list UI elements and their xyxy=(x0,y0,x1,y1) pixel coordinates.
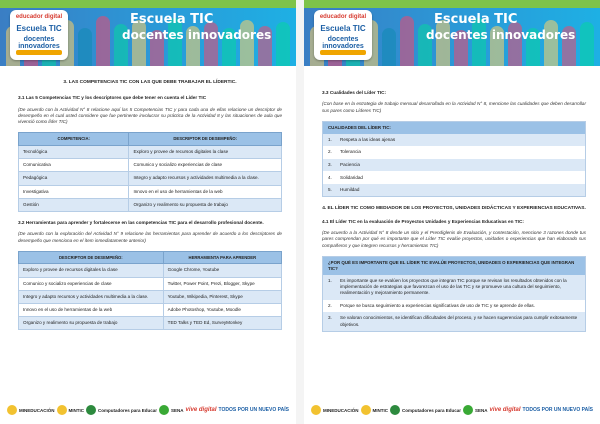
tools-table xyxy=(18,251,282,331)
list-item: 5. Humildad xyxy=(323,184,585,197)
section-3-3-intro: (Con base en la estrategia de trabajo mensual desarrollada en la Actividad N° 8, mencione las cualidades que deben desarrollar sus pares como Líderes TIC) xyxy=(322,101,586,113)
header-banner xyxy=(304,0,600,66)
mintic-logo: MINTIC xyxy=(361,405,389,415)
banner-subtitle: docentes innovadores xyxy=(426,28,576,42)
section-3-3-title: 3.3 Cualidades del Líder TIC: xyxy=(322,90,387,95)
table-cell: Comunico y socializo experiencias de clase xyxy=(129,159,282,172)
logo-subtitle: docentes innovadores xyxy=(18,36,60,50)
list-item: 2. Porque se busca seguimiento a experiencias significativas de uso de TIC y se aprende de ellas. xyxy=(328,302,536,308)
logo-bar xyxy=(320,50,366,55)
vive-digital-logo: vive digital xyxy=(489,407,521,413)
nuevo-pais-logo: TODOS POR UN NUEVO PAÍS xyxy=(522,407,593,413)
table-cell: Exploro y provee de recursos digitales la clase xyxy=(129,146,282,159)
cpe-logo: Computadores para Educar xyxy=(86,405,157,415)
table-cell: Investigativa xyxy=(19,185,129,198)
escuela-tic-logo xyxy=(314,10,372,60)
section-3-1-intro: (De acuerdo con la Actividad N° 8 relacione aquí las 5 Competencias TIC y para cada una de ellas relacione un descriptor de desempeño en el cual usted considere que fue pertinente involucrar su práctica de la Actividad 8 y las situaciones de aula que vivenció como líder TIC) xyxy=(18,106,282,125)
list-item: 4. Solidaridad xyxy=(328,174,363,180)
logo-tagline: educador digital xyxy=(15,14,63,20)
table-cell: Twitter, Power Point, Prezi, Blogger, Skype xyxy=(163,277,281,290)
table-cell: TED Talks y TED Ed, SurveyMonkey xyxy=(163,317,281,330)
table-row xyxy=(19,290,282,303)
section-3-2-title: 3.2 Herramientas para aprender y fortalecerse en las competencias TIC para el desarrollo profesional docente. xyxy=(18,219,264,225)
table-cell: Gestión xyxy=(19,198,129,211)
nuevo-pais-logo: TODOS POR UN NUEVO PAÍS xyxy=(218,407,289,413)
logo-bar xyxy=(16,50,62,55)
reasons-header: ¿POR QUÉ ES IMPORTANTE QUE EL LÍDER TIC EVALÚE PROYECTOS, UNIDADES O EXPERIENCIAS QUE INTEGRAN TIC? xyxy=(323,257,585,275)
cpe-logo: Computadores para Educar xyxy=(390,405,461,415)
sena-logo: SENA xyxy=(159,405,184,415)
logo-subtitle: docentes innovadores xyxy=(322,36,364,50)
logo-title: Escuela TIC xyxy=(320,24,366,33)
list-item: 3. Paciencia xyxy=(323,159,585,172)
section-3-heading: 3. LAS COMPETENCIAS TIC CON LAS QUE DEBE TRABAJAR EL LÍDERTIC. xyxy=(63,80,237,85)
table-cell: Integro y adapto recursos y actividades multimedia a la clase. xyxy=(19,290,164,303)
table-row xyxy=(19,264,282,277)
footer-logos xyxy=(304,396,600,424)
section-4-1-title: 4.1 El Líder TIC en la evaluación de Proyectos Unidades y Experiencias Educativas en TIC: xyxy=(322,218,524,224)
table-cell: Innovo en el uso de herramientas de la web xyxy=(19,303,164,316)
table-header: DESCRIPTOR DE DESEMPEÑO: xyxy=(129,133,282,146)
table-cell: Tecnológica xyxy=(19,146,129,159)
table-row xyxy=(19,159,282,172)
table-row xyxy=(19,185,282,198)
qualities-list xyxy=(322,121,586,198)
section-4-1-intro: (De acuerdo a la Actividad N° 8 desde un sitio y el Prendiglenis de Evaluación, y contestación, mencione 3 razones donde tus pares comprendan por qué es importante que el Líder TIC evalúe proyectos, unidades o experiencias que han elaborado sus compañeros y que integren recursos y herramientas TIC) xyxy=(322,230,586,248)
logo-title: Escuela TIC xyxy=(16,24,62,33)
list-item: 2. Tolerancia xyxy=(328,149,361,155)
sena-logo: SENA xyxy=(463,405,488,415)
escuela-tic-logo xyxy=(10,10,68,60)
table-cell: Youtube, Wikipedia, Pinterest, Skype xyxy=(163,290,281,303)
table-row xyxy=(19,198,282,211)
table-header: HERRAMIENTA PARA APRENDER xyxy=(163,251,281,264)
table-cell: Exploro y provee de recursos digitales la clase xyxy=(19,264,164,277)
table-row xyxy=(19,146,282,159)
table-cell: Google Chrome, Youtube xyxy=(163,264,281,277)
banner-title: Escuela TIC xyxy=(434,12,518,27)
mintic-logo: MINTIC xyxy=(57,405,85,415)
section-4-heading: 4. EL LÍDER TIC COMO MEDIADOR DE LOS PROYECTOS, UNIDADES DIDÁCTICAS Y EXPERIENCIAS EDUCATIVAS. xyxy=(322,206,586,212)
table-header: DESCRIPTOR DE DESEMPEÑO: xyxy=(19,251,164,264)
list-item: 1. Respeta a las ideas ajenas xyxy=(323,134,585,147)
page-left xyxy=(0,0,296,424)
logo-tagline: educador digital xyxy=(319,14,367,20)
list-item: 1. Es importante que se evalúen los proyectos que integran TIC porque se revisan los resultados obtenidos con la implementación de estrategias que favorezcan el uso de las TIC y se promueve una cultura del seguimiento, realimentación y mejoramiento permanente. xyxy=(323,275,585,300)
right-page-content xyxy=(322,90,586,341)
footer-logos xyxy=(0,396,296,424)
section-3-2-intro: (De acuerdo con la exploración del Actividad N° 9 relacione las herramientas para aprender de acuerdo a los descriptores de desempeño que menciona en el ítem inmediatamente anterior) xyxy=(18,231,282,243)
section-3-1-title: 3.1 Las 5 Competencias TIC y los descriptores que debe tener en cuenta el Líder TIC xyxy=(18,95,207,101)
table-cell: Comunico y socializo experiencias de clase xyxy=(19,277,164,290)
table-row xyxy=(19,317,282,330)
banner-strip xyxy=(0,0,296,8)
list-item: 3. Se valoran conocimientos, se identifican dificultades del proceso, y se hacen sugerencias para cumplir exitosamente objetivos. xyxy=(323,312,585,331)
table-cell: Comunicativa xyxy=(19,159,129,172)
mineducacion-logo: MINEDUCACIÓN xyxy=(311,405,359,415)
mineducacion-logo: MINEDUCACIÓN xyxy=(7,405,55,415)
vive-digital-logo: vive digital xyxy=(185,407,217,413)
banner-subtitle: docentes innovadores xyxy=(122,28,272,42)
table-row xyxy=(19,172,282,185)
banner-strip xyxy=(304,0,600,8)
table-cell: Pedagógica xyxy=(19,172,129,185)
competencies-table xyxy=(18,132,282,212)
qualities-header: CUALIDADES DEL LÍDER TIC: xyxy=(323,122,585,134)
table-cell: Integro y adapto recursos y actividades multimedia a la clase. xyxy=(129,172,282,185)
table-cell: Organizo y realimento su propuesta de trabajo xyxy=(129,198,282,211)
table-row xyxy=(19,303,282,316)
reasons-list xyxy=(322,256,586,332)
table-row xyxy=(19,277,282,290)
header-banner xyxy=(0,0,296,66)
table-header: COMPETENCIA: xyxy=(19,133,129,146)
page-right xyxy=(304,0,600,424)
table-cell: Organizo y realimento su propuesta de trabajo xyxy=(19,317,164,330)
table-cell: Adobe Photoshop, Youtube, Moodle xyxy=(163,303,281,316)
left-page-content xyxy=(18,80,282,338)
banner-title: Escuela TIC xyxy=(130,12,214,27)
table-cell: Innovo en el uso de herramientas de la web xyxy=(129,185,282,198)
